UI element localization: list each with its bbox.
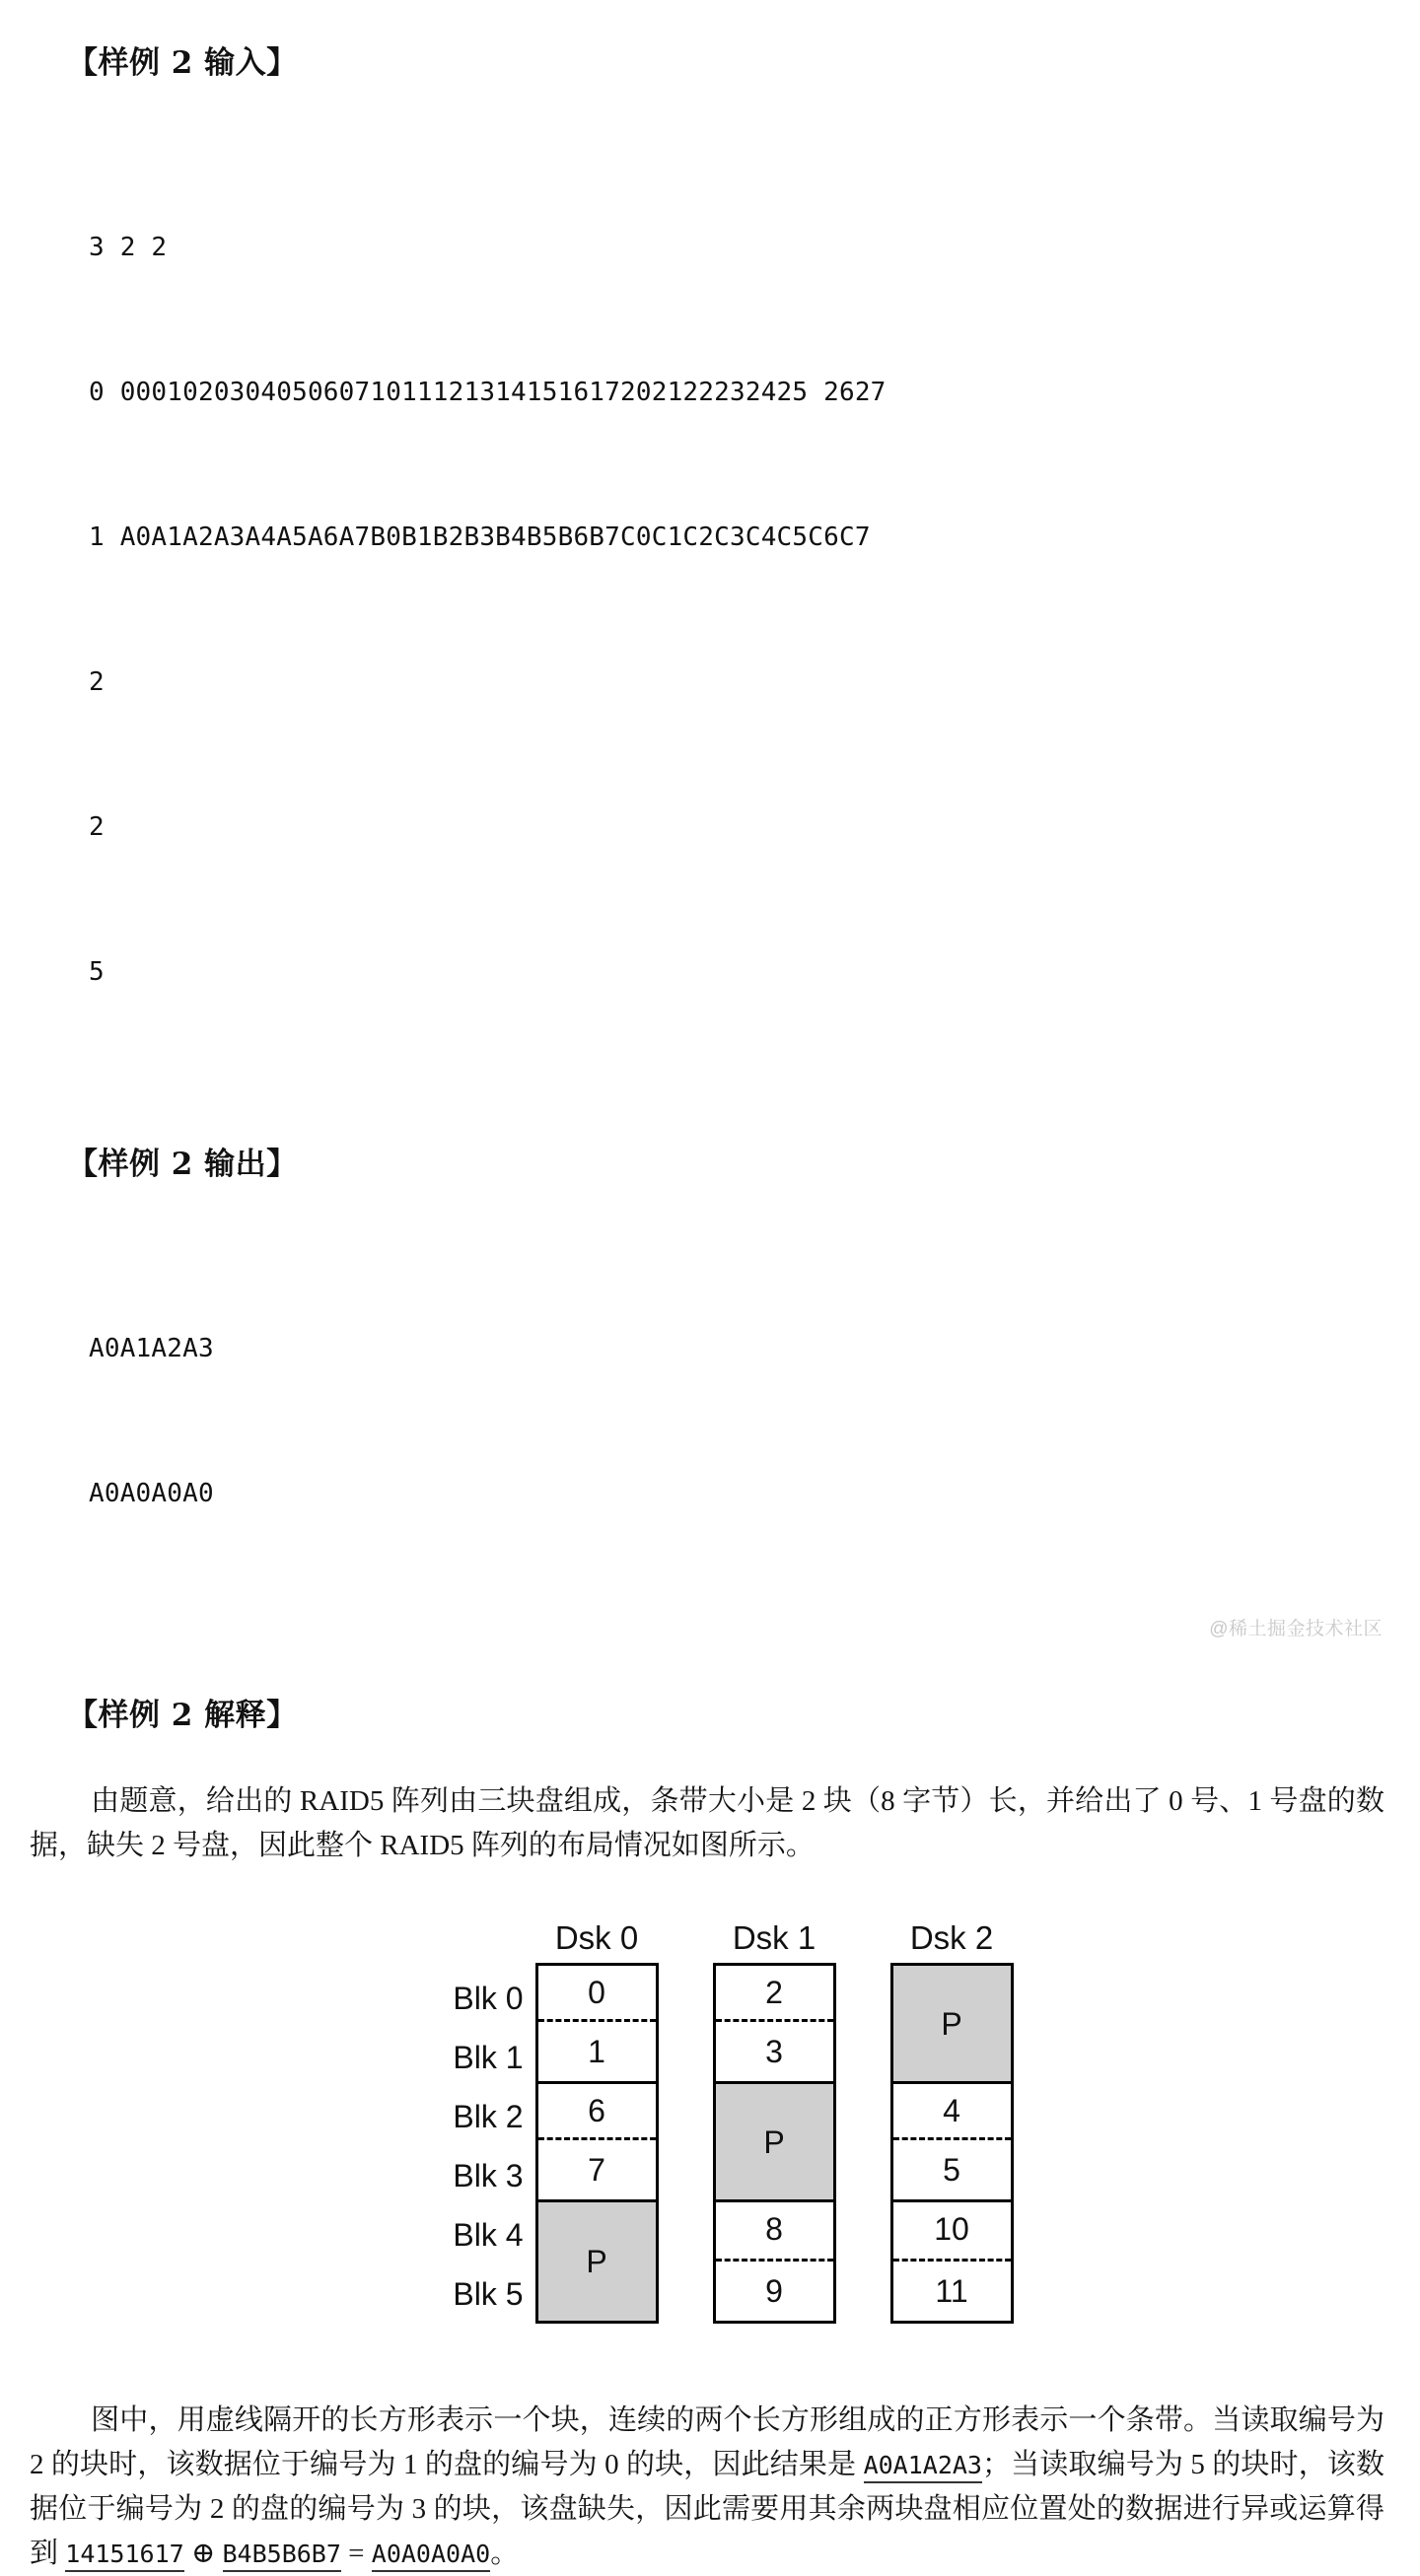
- explanation-paragraph-1-text: 由题意，给出的 RAID5 阵列由三块盘组成，条带大小是 2 块（8 字节）长，并给出了 0 号、1 号盘的数据，缺失 2 号盘，因此整个 RAID5 阵列的布局情况如图所示。: [30, 1785, 1384, 1861]
- explanation-paragraph-1: [0, 1779, 1420, 1868]
- sample-output-heading: 【样例 2 输出】: [67, 1147, 298, 1182]
- spacer-after-diagram-2: [0, 2369, 1420, 2399]
- cell-disk1-blk1: 3: [765, 2034, 783, 2069]
- spacer-before-explain-heading-2: [0, 1660, 1420, 1690]
- spacer-after-input-heading: [0, 82, 1420, 127]
- stripe-disk2-2: [893, 2202, 1011, 2321]
- spacer-after-output-heading: [0, 1183, 1420, 1228]
- spacer-before-output-heading: [0, 1093, 1420, 1139]
- disk-column-2: [890, 1914, 1014, 2324]
- raid-diagram: [407, 1914, 1014, 2324]
- top-spacer: [0, 0, 1420, 37]
- explanation-xor-operator: ⊕: [183, 2538, 223, 2569]
- cell-disk2-blk5: 11: [935, 2273, 968, 2309]
- input-line-3: 2: [89, 667, 105, 697]
- watermark: @稀土掘金技术社区: [1209, 1619, 1383, 1639]
- explanation-code-14151617: 14151617: [65, 2540, 183, 2572]
- disk-body-0: [535, 1963, 659, 2324]
- cell-disk0-blk0: 0: [538, 1966, 656, 2022]
- stripe-disk2-0-parity: [893, 1966, 1011, 2084]
- parity-label-disk2: P: [941, 2005, 962, 2042]
- explanation-code-b4b5b6b7: B4B5B6B7: [223, 2540, 341, 2572]
- output-line-0: A0A1A2A3: [89, 1334, 214, 1363]
- disk-body-1: [713, 1963, 836, 2324]
- cell-disk2-blk4: 10: [893, 2202, 1011, 2262]
- raid-diagram-container: [0, 1914, 1420, 2324]
- block-label-5: Blk 5: [453, 2276, 524, 2312]
- block-label-4: Blk 4: [453, 2217, 524, 2253]
- input-line-2: 1 A0A1A2A3A4A5A6A7B0B1B2B3B4B5B6B7C0C1C2C3C4C5C6C7: [89, 522, 871, 552]
- stripe-disk0-2-parity: [538, 2202, 656, 2321]
- sample-input-block: [0, 127, 1420, 1093]
- sample-output-block: [0, 1228, 1420, 1615]
- block-label-0: Blk 0: [453, 1981, 524, 2016]
- stripe-disk1-1-parity: [716, 2084, 833, 2202]
- explanation-paragraph-2: [0, 2399, 1420, 2576]
- cell-disk0-blk3: 7: [588, 2152, 605, 2188]
- spacer-after-explain-heading: [0, 1734, 1420, 1779]
- stripe-disk0-1: [538, 2084, 656, 2202]
- cell-disk2-blk2: 4: [893, 2084, 1011, 2140]
- block-label-2: Blk 2: [453, 2099, 524, 2134]
- disk-column-0: [535, 1914, 659, 2324]
- stripe-disk0-0: [538, 1966, 656, 2084]
- block-label-1: Blk 1: [453, 2040, 524, 2075]
- explanation-p2-part2: ；当读取编号为 5 的块时，该数据位于编号为 2 的盘的编号为 3 的块，该盘缺失，因此需要用其余两块盘相应位置处的数据进行异或运算得到: [30, 2449, 1384, 2569]
- disk-body-2: [890, 1963, 1014, 2324]
- input-line-5: 5: [89, 957, 105, 987]
- cell-disk1-blk4: 8: [716, 2202, 833, 2262]
- stripe-disk1-0: [716, 1966, 833, 2084]
- spacer-before-diagram: [0, 1868, 1420, 1914]
- explanation-code-a0a0a0a0: A0A0A0A0: [372, 2540, 490, 2572]
- disk-title-1: Dsk 1: [732, 1919, 816, 1956]
- parity-label-disk0: P: [586, 2244, 607, 2279]
- block-label-column: [407, 1969, 524, 2324]
- disk-title-0: Dsk 0: [554, 1919, 639, 1956]
- output-line-1: A0A0A0A0: [89, 1479, 214, 1508]
- cell-disk2-blk3: 5: [943, 2152, 960, 2188]
- explanation-p2-end: 。: [490, 2538, 520, 2569]
- sample-input-heading: 【样例 2 输入】: [67, 45, 298, 81]
- cell-disk1-blk0: 2: [716, 1966, 833, 2022]
- block-label-3: Blk 3: [453, 2158, 524, 2193]
- spacer-after-diagram: [0, 2324, 1420, 2369]
- stripe-disk1-2: [716, 2202, 833, 2321]
- disk-column-1: [713, 1914, 836, 2324]
- cell-disk0-blk1: 1: [588, 2034, 605, 2069]
- input-line-0: 3 2 2: [89, 233, 168, 262]
- disk-title-2: Dsk 2: [909, 1919, 994, 1956]
- cell-disk1-blk5: 9: [765, 2273, 783, 2309]
- cell-disk0-blk2: 6: [538, 2084, 656, 2140]
- spacer-before-explain-heading: [0, 1615, 1420, 1660]
- explanation-equals-operator: =: [340, 2538, 372, 2569]
- parity-label-disk1: P: [763, 2123, 785, 2160]
- input-line-1: 0 00010203040506071011121314151617202122232425 2627: [89, 378, 887, 407]
- explanation-heading: 【样例 2 解释】: [67, 1698, 298, 1733]
- input-line-4: 2: [89, 812, 105, 842]
- stripe-disk2-1: [893, 2084, 1011, 2202]
- explanation-code-a0a1a2a3: A0A1A2A3: [864, 2451, 982, 2483]
- explanation-p2-part1: 图中，用虚线隔开的长方形表示一个块，连续的两个长方形组成的正方形表示一个条带。当读取编号为 2 的块时，该数据位于编号为 1 的盘的编号为 0 的块，因此结果是: [30, 2404, 1384, 2480]
